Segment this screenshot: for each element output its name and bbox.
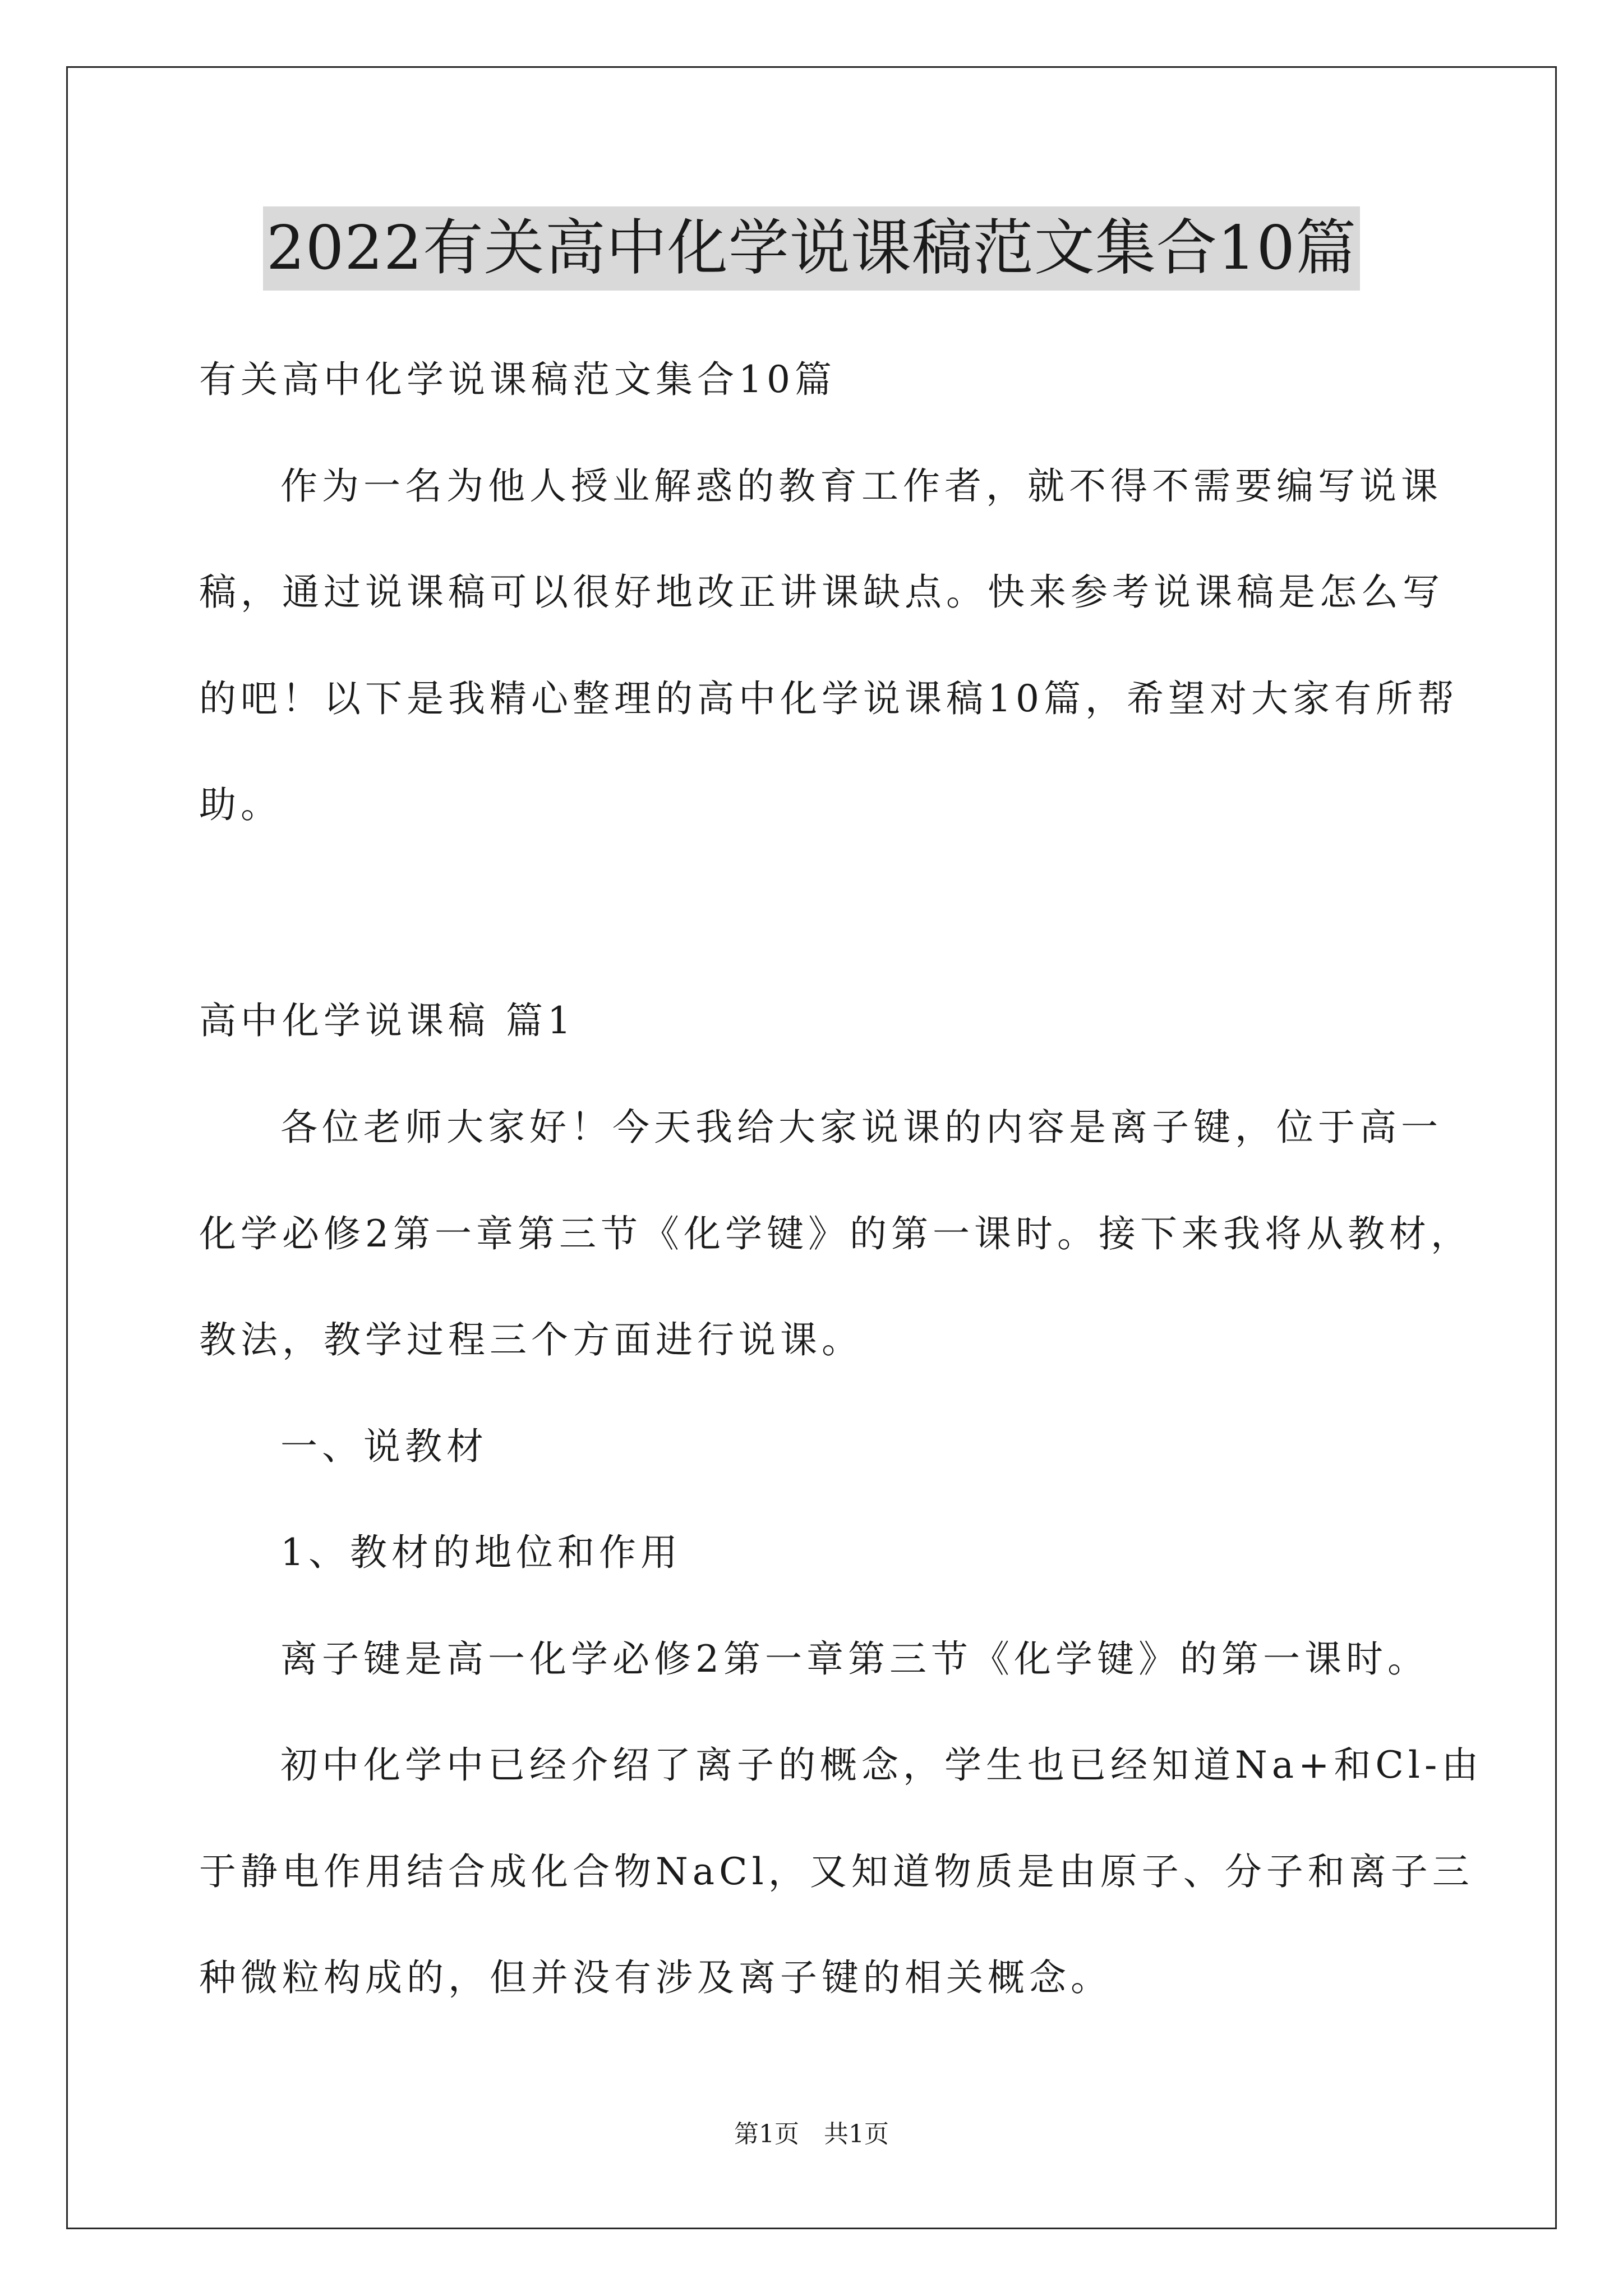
- title-container: [0, 206, 1623, 291]
- intro-line-2: 稿，通过说课稿可以很好地改正讲课缺点。快来参考说课稿是怎么写: [199, 570, 1444, 614]
- heading-material-role: 1、教材的地位和作用: [280, 1531, 682, 1574]
- document-title: 2022有关高中化学说课稿范文集合10篇: [263, 206, 1360, 291]
- section-p3-line-3: 种微粒构成的，但并没有涉及离子键的相关概念。: [199, 1956, 1112, 1999]
- intro-line-1: 作为一名为他人授业解惑的教育工作者，就不得不需要编写说课: [280, 464, 1442, 508]
- intro-line-3: 的吧！以下是我精心整理的高中化学说课稿10篇，希望对大家有所帮: [199, 677, 1459, 720]
- intro-line-4: 助。: [199, 783, 282, 826]
- section-p1-line-2: 化学必修2第一章第三节《化学键》的第一课时。接下来我将从教材，: [199, 1212, 1472, 1255]
- document-subtitle: 有关高中化学说课稿范文集合10篇: [199, 358, 836, 401]
- section-heading: 高中化学说课稿 篇1: [199, 999, 575, 1042]
- section-p1-line-3: 教法，教学过程三个方面进行说课。: [199, 1318, 863, 1361]
- page-footer: 第1页 共1页: [734, 2120, 889, 2148]
- section-p1-line-1: 各位老师大家好！今天我给大家说课的内容是离子键，位于高一: [280, 1106, 1442, 1149]
- section-p2: 离子键是高一化学必修2第一章第三节《化学键》的第一课时。: [280, 1637, 1429, 1681]
- heading-teaching-material: 一、说教材: [280, 1425, 488, 1468]
- section-p3-line-1: 初中化学中已经介绍了离子的概念，学生也已经知道Na+和Cl-由: [280, 1743, 1483, 1787]
- section-p3-line-2: 于静电作用结合成化合物NaCl，又知道物质是由原子、分子和离子三: [199, 1850, 1474, 1893]
